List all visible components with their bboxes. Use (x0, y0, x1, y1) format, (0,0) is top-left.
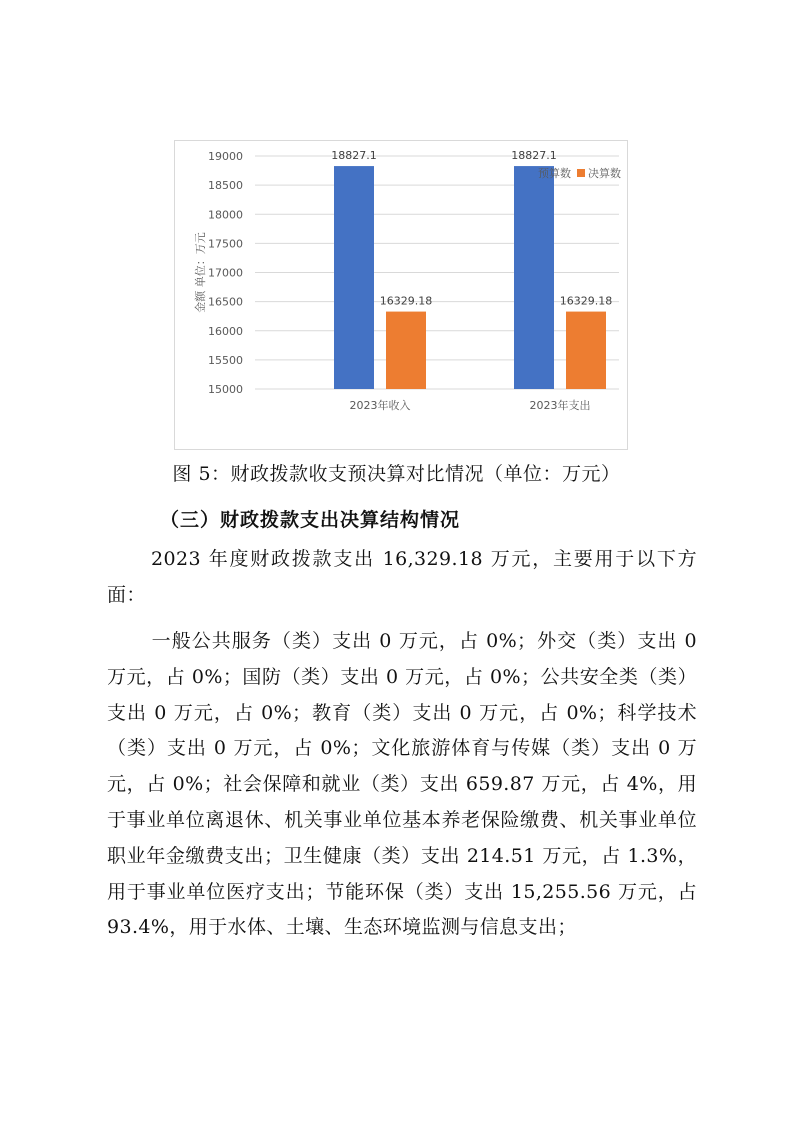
y-tick-label: 18000 (208, 208, 243, 222)
y-tick-label: 19000 (208, 150, 243, 163)
data-label: 16329.18 (379, 294, 433, 308)
paragraph-intro-text: 2023 年度财政拨款支出 16,329.18 万元，主要用于以下方面： (107, 548, 697, 606)
legend-label: 决算数 (588, 167, 621, 180)
x-tick-label: 2023年支出 (529, 399, 591, 412)
x-tick-label: 2023年收入 (349, 399, 411, 412)
paragraph-breakdown-text: 一般公共服务（类）支出 0 万元，占 0%；外交（类）支出 0 万元，占 0%；国防（类）支出 0 万元，占 0%；公共安全类（类）支出 0 万元，占 0%；教育（类）支出 0 万元，占 0%；科学技术（类）支出 0 万元，占 0%；文化旅游体育与传媒（类）支出 0 万元，占 0%；社会保障和就业（类）支出 659.87 万元，占 4%，用于事业单位离退休、机关事业单位基本养老保险缴费、机关事业单位职业年金缴费支出；卫生健康（类）支出 214.51 万元，占 1.3%，用于事业单位医疗支出；节能环保（类）支出 15,255.56 万元，占 93.4%，用于水体、土壤、生态环境监测与信息支出； (107, 630, 697, 939)
budget-vs-actual-chart (174, 140, 628, 450)
legend-label: 预算数 (538, 167, 571, 180)
bar-actual (386, 312, 426, 389)
y-tick-label: 16500 (208, 295, 243, 309)
y-tick-label: 15500 (208, 353, 243, 367)
data-label: 18827.1 (511, 149, 557, 163)
y-tick-label: 18500 (208, 179, 243, 193)
y-axis-label: 金额 单位：万元 (194, 232, 207, 313)
y-tick-label: 16000 (208, 324, 243, 338)
bar-actual (566, 312, 606, 389)
paragraph-intro (107, 542, 697, 614)
y-tick-label: 17500 (208, 237, 243, 251)
bar-chart-svg (175, 141, 629, 451)
data-label: 18827.1 (331, 149, 377, 163)
y-tick-label: 17000 (208, 266, 243, 280)
bar-budget (514, 166, 554, 389)
figure-caption: 图 5：财政拨款收支预决算对比情况（单位：万元） (172, 463, 621, 485)
section-heading: （三）财政拨款支出决算结构情况 (160, 509, 461, 531)
bar-budget (334, 166, 374, 389)
legend-swatch (527, 169, 535, 177)
legend-swatch (577, 169, 585, 177)
y-tick-label: 15000 (208, 383, 243, 396)
paragraph-breakdown (107, 624, 697, 946)
data-label: 16329.18 (559, 294, 613, 308)
